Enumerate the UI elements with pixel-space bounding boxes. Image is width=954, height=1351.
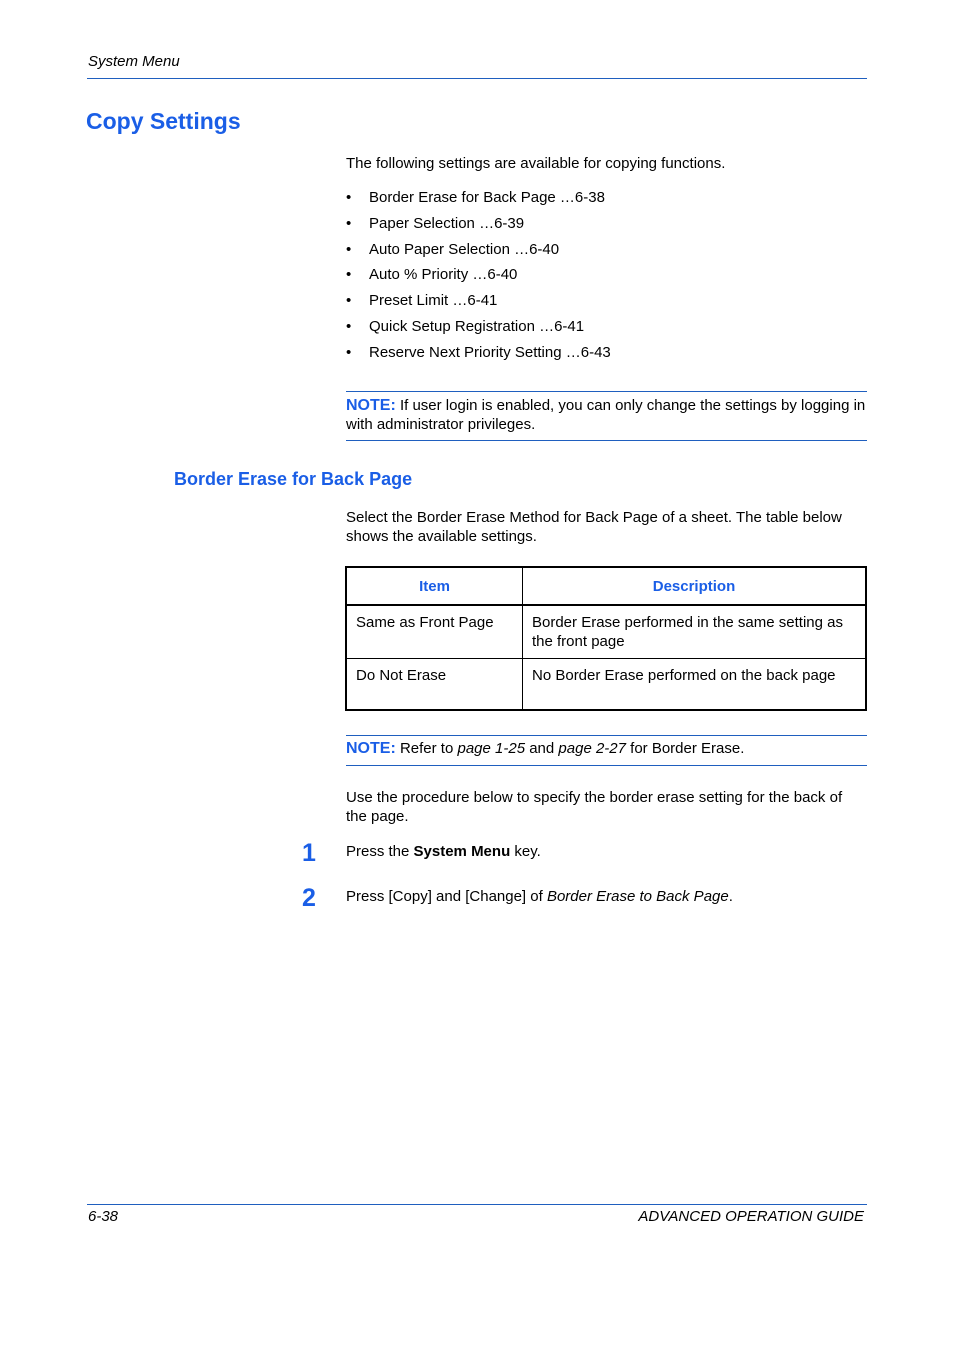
step-text-pre: Press [Copy] and [Change] of <box>346 888 547 905</box>
section-title: Border Erase for Back Page <box>174 469 413 489</box>
table-row <box>346 605 866 659</box>
running-header: System Menu <box>88 53 180 70</box>
table-cell-description: Border Erase performed in the same setting as the front page <box>523 605 867 659</box>
list-item <box>346 214 611 240</box>
header-rule <box>87 78 867 79</box>
bullet-icon: • <box>346 292 352 310</box>
link-quick-setup[interactable]: Quick Setup Registration …6-41 <box>369 317 585 335</box>
section-intro: Select the Border Erase Method for Back Page of a sheet. The table below shows the available settings. <box>346 509 842 545</box>
list-item <box>346 291 611 317</box>
step-text <box>346 843 541 860</box>
note-text: If user login is enabled, you can only change the settings by logging in with administrator privileges. <box>346 397 866 433</box>
bullet-icon: • <box>346 189 352 206</box>
intro-text: The following settings are available for copying functions. <box>346 155 726 172</box>
link-preset-limit[interactable]: Preset Limit …6-41 <box>369 292 498 310</box>
key-name: System Menu <box>413 843 511 860</box>
table-cell-item: Do Not Erase <box>346 659 523 710</box>
page-reference-link[interactable]: page 1-25 <box>457 740 526 757</box>
procedure-intro: Use the procedure below to specify the border erase setting for the back of the page. <box>346 789 843 825</box>
list-item <box>346 265 611 291</box>
step-text <box>346 888 733 905</box>
note-label: NOTE: <box>346 740 396 757</box>
list-item <box>346 317 611 343</box>
step-number: 2 <box>302 884 316 912</box>
link-auto-paper-selection[interactable]: Auto Paper Selection …6-40 <box>369 240 560 258</box>
bullet-icon: • <box>346 266 352 284</box>
setting-name: Border Erase to Back Page <box>546 888 729 905</box>
step-number: 1 <box>302 839 316 867</box>
table-cell-item: Same as Front Page <box>346 605 523 659</box>
note-text-post: for Border Erase. <box>625 740 745 757</box>
table-row <box>346 659 866 710</box>
note-text-pre: Refer to <box>399 740 458 757</box>
note-label: NOTE: <box>346 397 396 414</box>
link-reserve-next[interactable]: Reserve Next Priority Setting …6-43 <box>369 343 611 361</box>
bullet-icon: • <box>346 343 352 361</box>
link-paper-selection[interactable]: Paper Selection …6-39 <box>369 214 525 232</box>
settings-list <box>346 188 611 369</box>
table-cell-description: No Border Erase performed on the back page <box>523 659 867 710</box>
note-text-mid: and <box>525 740 559 757</box>
note-border-erase <box>346 735 867 766</box>
link-auto-priority[interactable]: Auto % Priority …6-40 <box>369 266 518 284</box>
step-text-post: . <box>728 888 733 905</box>
footer-rule <box>87 1204 867 1205</box>
list-item <box>346 343 611 369</box>
link-border-erase[interactable]: Border Erase for Back Page …6-38 <box>369 189 605 206</box>
table-header-row <box>346 567 866 605</box>
bullet-icon: • <box>346 214 352 232</box>
column-header-description: Description <box>523 567 867 605</box>
bullet-icon: • <box>346 240 352 258</box>
settings-table <box>345 566 867 711</box>
list-item <box>346 188 611 214</box>
page-number: 6-38 <box>88 1208 119 1225</box>
column-header-item: Item <box>346 567 523 605</box>
step-text-pre: Press the <box>346 843 414 860</box>
guide-title: ADVANCED OPERATION GUIDE <box>638 1208 864 1225</box>
page-reference-link[interactable]: page 2-27 <box>558 740 626 757</box>
list-item <box>346 240 611 266</box>
page-title: Copy Settings <box>86 108 241 134</box>
note-login <box>346 391 867 441</box>
step-text-post: key. <box>510 843 541 860</box>
bullet-icon: • <box>346 317 352 335</box>
